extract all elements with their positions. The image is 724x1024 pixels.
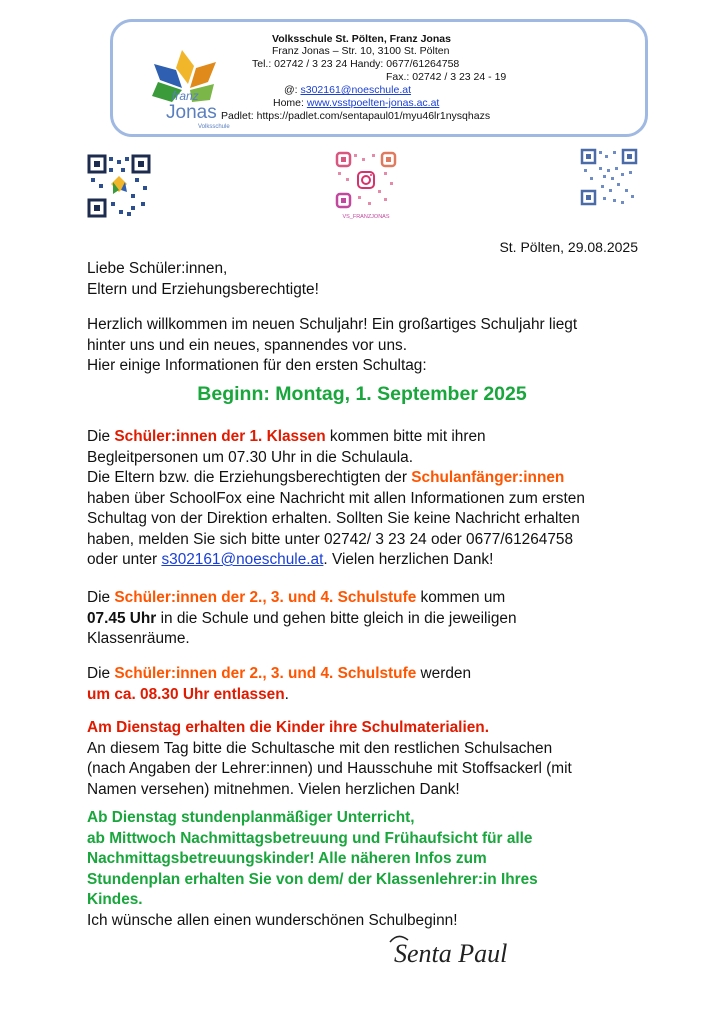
p4-line: Namen versehen) mitnehmen. Vielen herzlichen Dank! bbox=[87, 780, 460, 798]
p2-line: Die Schüler:innen der 2., 3. und 4. Schulstufe kommen um bbox=[87, 589, 506, 606]
instagram-caption: VS_FRANZJONAS bbox=[342, 214, 390, 220]
home-label: Home: bbox=[273, 97, 304, 109]
svg-text:Jonas: Jonas bbox=[166, 102, 217, 123]
svg-text:franz: franz bbox=[172, 89, 199, 103]
padlet-link[interactable]: Padlet: https://padlet.com/sentapaul01/myu46lr1nysqhazs bbox=[221, 110, 491, 122]
greeting-line: Liebe Schüler:innen, bbox=[87, 260, 228, 277]
p1-line: Die Schüler:innen der 1. Klassen kommen bitte mit ihren bbox=[87, 428, 486, 445]
email-line bbox=[284, 84, 411, 97]
email-label: @: bbox=[284, 84, 298, 96]
p1-line: haben über SchoolFox eine Nachricht mit allen Informationen zum ersten bbox=[87, 489, 585, 507]
svg-text:Senta Paul: Senta Paul bbox=[394, 939, 508, 968]
email-link[interactable]: s302161@noeschule.at bbox=[161, 551, 324, 568]
school-name: Volksschule St. Pölten, Franz Jonas bbox=[272, 33, 451, 45]
materials-paragraph bbox=[87, 718, 647, 800]
letter-date: St. Pölten, 29.08.2025 bbox=[499, 239, 638, 255]
p1-line: Begleitpersonen um 07.30 Uhr in die Schulaula. bbox=[87, 448, 413, 466]
closing-line: Ich wünsche allen einen wunderschönen Schulbeginn! bbox=[87, 911, 458, 929]
signature bbox=[388, 928, 588, 976]
instagram-qr-icon bbox=[334, 150, 398, 222]
p2-line: 07.45 Uhr in die Schule und gehen bitte gleich in die jeweiligen bbox=[87, 609, 517, 627]
p5-line: ab Mittwoch Nachmittagsbetreuung und Frühaufsicht für alle bbox=[87, 829, 533, 847]
p1-line: haben, melden Sie sich bitte unter 02742/ 3 23 24 oder 0677/61264758 bbox=[87, 530, 574, 548]
p5-line: Nachmittagsbetreuungskinder! Alle näheren Infos zum bbox=[87, 850, 487, 867]
qr-code-icon bbox=[87, 154, 151, 218]
p1-line: oder unter s302161@noeschule.at. Vielen herzlichen Dank! bbox=[87, 551, 494, 568]
schedule-paragraph bbox=[87, 808, 647, 931]
school-fax: Fax.: 02742 / 3 23 24 - 19 bbox=[386, 71, 507, 83]
dismissal-paragraph bbox=[87, 664, 647, 705]
p4-heading: Am Dienstag erhalten die Kinder ihre Schulmaterialien. bbox=[87, 719, 489, 736]
greeting-line: Eltern und Erziehungsberechtigte! bbox=[87, 280, 319, 298]
upper-grades-arrival-paragraph bbox=[87, 588, 647, 650]
school-phone: Tel.: 02742 / 3 23 24 Handy: 0677/61264758 bbox=[252, 58, 460, 70]
p4-line: (nach Angaben der Lehrer:innen) und Hausschuhe mit Stoffsackerl (mit bbox=[87, 760, 572, 777]
intro-line: Herzlich willkommen im neuen Schuljahr! Ein großartiges Schuljahr liegt bbox=[87, 316, 578, 333]
p5-line: Kindes. bbox=[87, 891, 143, 908]
intro-line: Hier einige Informationen für den ersten Schultag: bbox=[87, 357, 427, 374]
start-date-headline: Beginn: Montag, 1. September 2025 bbox=[197, 383, 527, 405]
first-grade-paragraph bbox=[87, 427, 647, 571]
greeting bbox=[87, 259, 647, 300]
p1-line: Schultag von der Direktion erhalten. Sollten Sie keine Nachricht erhalten bbox=[87, 510, 580, 527]
p4-line: An diesem Tag bitte die Schultasche mit den restlichen Schulsachen bbox=[87, 739, 553, 757]
p2-line: Klassenräume. bbox=[87, 630, 190, 647]
intro-paragraph bbox=[87, 315, 647, 377]
school-address: Franz Jonas – Str. 10, 3100 St. Pölten bbox=[272, 45, 450, 57]
p1-line: Die Eltern bzw. die Erziehungsberechtigten der Schulanfänger:innen bbox=[87, 469, 565, 486]
p5-line: Ab Dienstag stundenplanmäßiger Unterricht, bbox=[87, 809, 415, 826]
intro-line: hinter uns und ein neues, spannendes vor uns. bbox=[87, 336, 408, 354]
home-line bbox=[273, 97, 439, 110]
padlet-qr-icon bbox=[580, 148, 638, 206]
home-link[interactable]: www.vsstpoelten-jonas.ac.at bbox=[306, 97, 440, 109]
p5-line: Stundenplan erhalten Sie von dem/ der Klassenlehrer:in Ihres bbox=[87, 870, 538, 888]
email-link[interactable]: s302161@noeschule.at bbox=[300, 84, 411, 96]
p3-line: Die Schüler:innen der 2., 3. und 4. Schulstufe werden bbox=[87, 665, 472, 682]
svg-text:Volksschule: Volksschule bbox=[198, 124, 230, 130]
p3-line: um ca. 08.30 Uhr entlassen. bbox=[87, 685, 289, 703]
